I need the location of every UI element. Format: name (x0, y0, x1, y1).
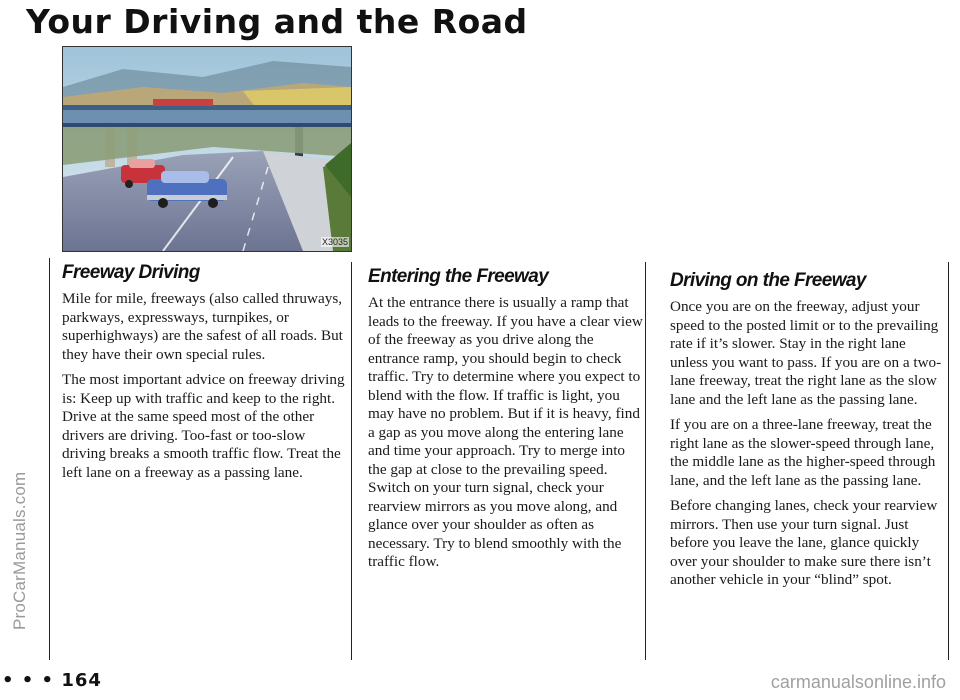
section-heading: Driving on the Freeway (670, 270, 866, 291)
paragraph: Before changing lanes, check your rearview mirrors. Then use your turn signal. Just before you leave the lane, glance quickly over your shoulder to make sure there isn’t another vehicle in your “blind” spot. (670, 497, 938, 588)
column-divider-right (645, 262, 646, 660)
column-divider-middle (351, 262, 352, 660)
paragraph: At the entrance there is usually a ramp that leads to the freeway. If you have a clear view of the freeway as you drive along the entrance ramp, you should begin to check traffic. Try to determine where you expect to blend with the flow. If traffic is light, you may have no problem. But if it is heavy, find a gap as you move along the entering lane and time your approach. Try to merge into the gap at close to the prevailing speed. Switch on your turn signal, check your rearview mirrors as you move along, and glance over your shoulder as often as necessary. Try to blend smoothly with the traffic flow. (368, 294, 643, 570)
illustration-drawing (63, 47, 351, 251)
section-freeway-driving (62, 262, 348, 489)
paragraph: The most important advice on freeway driving is: Keep up with traffic and keep to the right. Drive at the same speed most of the other drivers are driving. Too-fast or too-slow driving breaks a smooth traffic flow. Treat the left lane on a freeway as a passing lane. (62, 371, 345, 481)
illustration-code: X3035 (321, 237, 348, 247)
section-heading: Freeway Driving (62, 262, 200, 283)
page-number (2, 670, 102, 691)
freeway-overpass-illustration (62, 46, 352, 252)
column-divider-left (49, 258, 50, 660)
section-driving-on-the-freeway (670, 270, 944, 597)
column-divider-edge (948, 262, 949, 660)
paragraph: Mile for mile, freeways (also called thruways, parkways, expressways, turnpikes, or superhighways) are the safest of all roads. But they have their own special rules. (62, 290, 343, 363)
paragraph: If you are on a three-lane freeway, treat the right lane as the slower-speed through lane, the middle lane as the higher-speed through lane, and the left lane as the passing lane. (670, 416, 936, 489)
section-entering-the-freeway (368, 266, 644, 579)
side-watermark: ProCarManuals.com (10, 471, 29, 630)
page-title: Your Driving and the Road (26, 2, 528, 41)
paragraph: Once you are on the freeway, adjust your speed to the posted limit or to the prevailing rate if it’s slower. Stay in the right lane unless you want to pass. If you are on a two-lane freeway, treat the right lane as the slow lane and the left lane as the passing lane. (670, 298, 942, 408)
footer-watermark: carmanualsonline.info (770, 672, 946, 692)
page-number-value: 164 (61, 670, 102, 691)
page-number-prefix: • • • (2, 670, 55, 691)
section-heading: Entering the Freeway (368, 266, 549, 287)
